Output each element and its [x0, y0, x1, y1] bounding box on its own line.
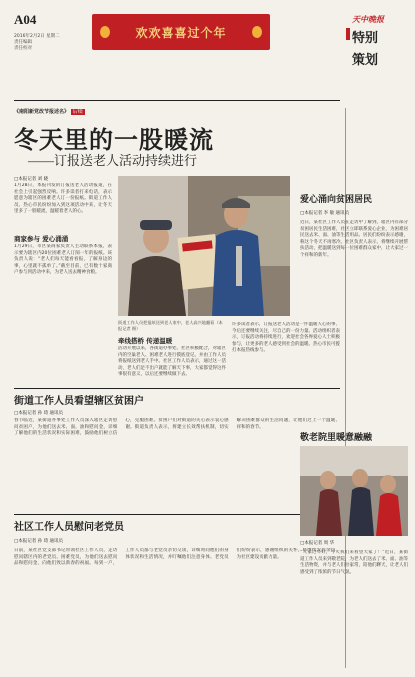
- right-top-title: 爱心涌向贫困居民: [300, 194, 373, 204]
- nursing-home-photo: [300, 446, 408, 536]
- lead-continued-text: 许多读者表示，订报送老人活动是一件温暖人心的事，今后还要继续关注，尽自己的一份力量。活动组织者表示，订报活动将持续进行，欢迎社会各界爱心人士积极参与，让更多的老人感受到社会的温暖。热心市民可拨打本报热线参与。: [232, 322, 340, 353]
- header-divider: [14, 100, 340, 101]
- issue-editor: 责任编辑: [14, 40, 32, 45]
- lead-subhead: ——订报送老人活动持续进行: [28, 153, 198, 168]
- story3-text: 日前，某社区党支部书记带领社区工作人员，走访慰问辖区内的老党员、困难党员，为他们送去慰问品和慰问金，向他们致以新春的祝福。每到一户，工作人员都与老党员亲切交谈，详细询问他们的身体状况和生活情况，并叮嘱他们注意身体。老党员们纷纷表示，感谢组织的关怀，将继续发挥余热，为社区建设贡献力量。: [14, 548, 340, 566]
- issue-date: 2016年2月2日 星期二: [14, 34, 60, 39]
- story2-byline: □本报记者 孙 琦 通讯员: [14, 411, 64, 416]
- series-tag-badge: 后续: [72, 109, 83, 115]
- right-top-byline: □本报记者 李 敏 通讯员: [300, 211, 350, 216]
- mid-divider: [14, 388, 340, 389]
- lead-byline: □本报记者 刘 晓: [14, 177, 49, 182]
- newspaper-logo: 天中晚报: [352, 15, 384, 24]
- story2-title: 街道工作人员看望辖区贫困户: [14, 396, 144, 407]
- lead-section-1-text: 1月29日，市区某商家负责人主动联系本报，表示要为辖区内20位困难老人订阅一年的报纸。该负责人说：“老人们每天能看看报，了解身边的事，心里就不孤单了。”截至目前，已有数十家商户参与到活动中来，为老人送去精神食粮。: [14, 244, 112, 275]
- right-bottom-text: “大家过年好，今天我们来看望大家了！”近日，某街道工作人员来到敬老院，为老人们送去了米、面、油等生活物资，并与老人们拉家常，陪他们聊天，让老人们感受到了浓浓的节日气氛。: [300, 550, 408, 575]
- lead-section-2-text: 活动开展以来，各街道办事处、社区积极配合，对辖区内的空巢老人、困难老人进行摸底登记，并由工作人员将报纸送到老人手中。社区工作人员表示，通过这一活动，老人们足不出户就能了解天下事，大家都觉得这件事很有意义，以后还要继续做下去。: [118, 346, 226, 377]
- right-top-text: 近日，某社区工作人员在走访中了解到，辖区内有部分贫困居民生活困难，社区立即联系爱心企业，为困难居民送去米、面、油等生活用品。居民们纷纷表示感谢，称这个冬天不再寒冷。社区负责人表示，将继续开展帮扶活动，把温暖送到每一位困难群众家中，让大家过一个祥和的新年。: [300, 220, 408, 258]
- lead-headline: 冬天里的一股暖流: [14, 128, 214, 154]
- section-label-1: 特别: [352, 31, 379, 46]
- lead-photo: [118, 176, 290, 316]
- photo-illustration: [118, 176, 290, 316]
- issue-proofreader: 责任校对: [14, 46, 32, 51]
- story2-text: 春节临近，某街道办事处工作人员深入辖区走访慰问贫困户，为他们送去米、面、油和慰问金，详细了解他们的生活状况和实际困难，鼓励他们树立信心，克服困难。贫困户们对街道的关心表示衷心感谢。街道负责人表示，将建立长效帮扶机制，切实解决困难群众的生活问题，让他们过上一个温暖、祥和的春节。: [14, 418, 340, 436]
- section-label-2: 策划: [352, 53, 379, 68]
- lead-subtitle-2: 牵线搭桥 传递温暖: [118, 337, 173, 345]
- right-bottom-title: 敬老院里暖意融融: [300, 432, 373, 442]
- lantern-icon: [252, 26, 262, 38]
- right-bottom-byline: □本报记者 周 华: [300, 541, 335, 546]
- festive-banner: [92, 14, 270, 50]
- brand-accent-bar: [346, 28, 350, 40]
- photo-caption: 街道工作人员把报纸送到老人家中，老人高兴地翻看（本报记者 摄）: [118, 320, 223, 331]
- series-tag: [14, 108, 85, 115]
- lantern-icon: [100, 26, 110, 38]
- lead-intro: 1月28日，本报刊发的订报送老人活动报道，在社会上引起强烈反响。许多读者打来电话，表示愿意为辖区的困难老人订一份报纸。街道工作人员、热心市民纷纷加入到这项活动中来，让冬天里多了一股暖流，温暖着老人的心。: [14, 183, 112, 214]
- brand-block: [352, 14, 408, 104]
- photo-illustration: [300, 446, 408, 536]
- series-tag-text: 《南阳新党改节报述名》: [14, 109, 70, 115]
- banner-text: 欢欢喜喜过个年: [135, 25, 227, 40]
- page-number: A04: [14, 12, 37, 27]
- story3-byline: □本报记者 孙 琦 通讯员: [14, 539, 64, 544]
- lead-subtitle-1: 商家参与 爱心涌涌: [14, 235, 69, 243]
- lower-divider: [14, 514, 340, 515]
- story3-title: 社区工作人员慰问老党员: [14, 522, 124, 533]
- issue-meta: [14, 34, 60, 52]
